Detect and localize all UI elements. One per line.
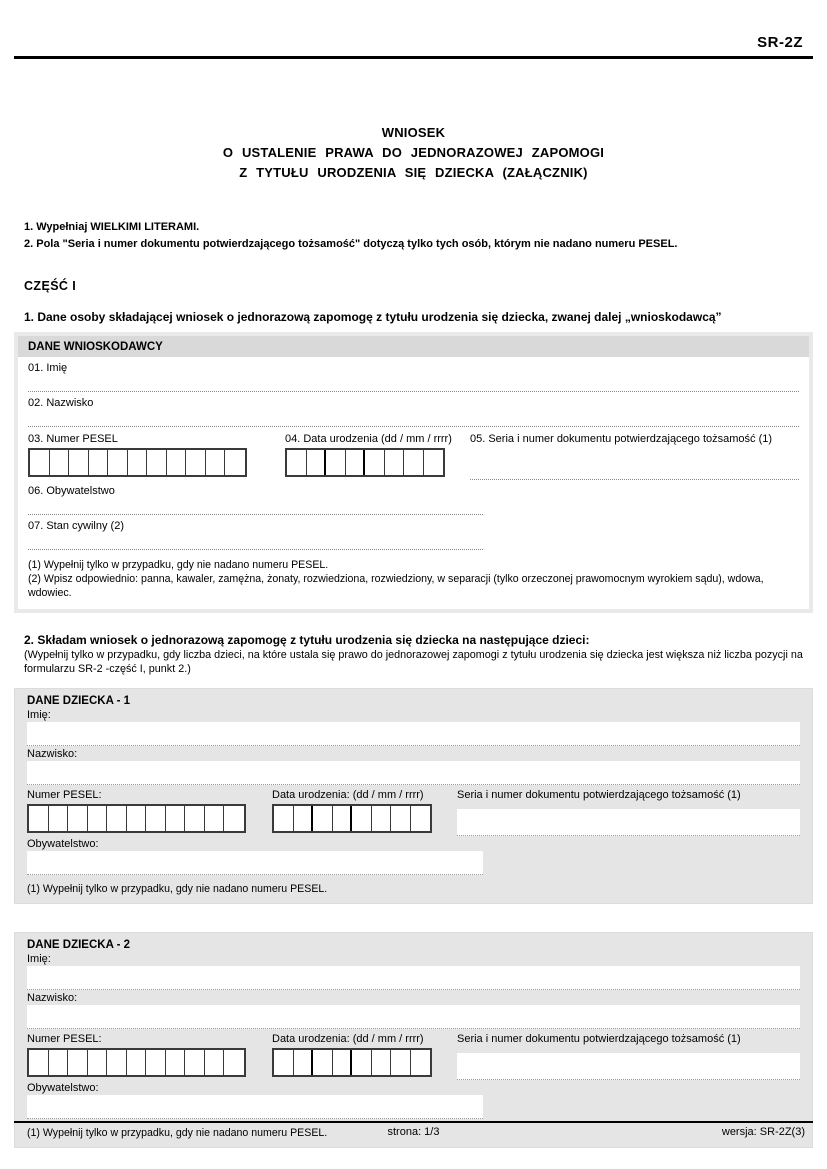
pesel-char-cell[interactable] [186, 450, 206, 475]
child-2-document-field [457, 1033, 800, 1080]
child-1-birthdate-label: Data urodzenia: (dd / mm / rrrr) [272, 789, 424, 801]
pesel-char-cell[interactable] [29, 806, 49, 831]
section2-heading: 2. Składam wniosek o jednorazową zapomogę z tytułu urodzenia się dziecka na następujące dzieci: [24, 633, 590, 647]
applicant-data-box [14, 332, 813, 613]
page-number: strona: 1/3 [387, 1126, 440, 1138]
child-1-box-title: DANE DZIECKA - 1 [27, 695, 131, 707]
date-char-cell[interactable] [313, 806, 333, 831]
child-1-birthdate-field [272, 789, 457, 836]
applicant-document-field [470, 433, 799, 480]
child-2-first-name-label: Imię: [27, 953, 51, 965]
date-char-cell[interactable] [326, 450, 346, 475]
child-2-last-name-input[interactable] [27, 1005, 800, 1029]
pesel-char-cell[interactable] [127, 1050, 147, 1075]
applicant-box-title: DANE WNIOSKODAWCY [18, 336, 809, 357]
pesel-char-cell[interactable] [205, 806, 225, 831]
pesel-char-cell[interactable] [88, 806, 108, 831]
pesel-char-cell[interactable] [50, 450, 70, 475]
header-rule [14, 56, 813, 59]
child-1-last-name-input[interactable] [27, 761, 800, 785]
pesel-char-cell[interactable] [206, 450, 226, 475]
child-1-data-box [14, 688, 813, 904]
pesel-char-cell[interactable] [225, 450, 245, 475]
pesel-char-cell[interactable] [146, 1050, 166, 1075]
pesel-char-cell[interactable] [29, 1050, 49, 1075]
pesel-char-cell[interactable] [68, 806, 88, 831]
child-1-id-row [27, 789, 800, 836]
child-2-box-title: DANE DZIECKA - 2 [27, 939, 131, 951]
applicant-citizenship-label: 06. Obywatelstwo [28, 485, 115, 497]
date-char-cell[interactable] [372, 1050, 392, 1075]
date-char-cell[interactable] [365, 450, 385, 475]
pesel-char-cell[interactable] [108, 450, 128, 475]
date-char-cell[interactable] [411, 1050, 431, 1075]
child-2-data-box [14, 932, 813, 1148]
date-char-cell[interactable] [287, 450, 307, 475]
child-1-document-label: Seria i numer dokumentu potwierdzającego tożsamość (1) [457, 789, 741, 801]
pesel-char-cell[interactable] [68, 1050, 88, 1075]
instruction-2: 2. Pola "Seria i numer dokumentu potwierdzającego tożsamość" dotyczą tylko tych osób, którym nie nadano numeru PESEL. [24, 238, 678, 250]
child-2-citizenship-input[interactable] [27, 1095, 483, 1119]
date-char-cell[interactable] [313, 1050, 333, 1075]
pesel-char-cell[interactable] [146, 806, 166, 831]
pesel-char-cell[interactable] [88, 1050, 108, 1075]
child-2-birthdate-label: Data urodzenia: (dd / mm / rrrr) [272, 1033, 424, 1045]
child-1-citizenship-input[interactable] [27, 851, 483, 875]
child-1-last-name-label: Nazwisko: [27, 748, 78, 760]
part-label: CZĘŚĆ I [24, 279, 77, 293]
date-char-cell[interactable] [333, 806, 353, 831]
pesel-char-cell[interactable] [128, 450, 148, 475]
date-char-cell[interactable] [411, 806, 431, 831]
form-version: wersja: SR-2Z(3) [721, 1126, 805, 1138]
applicant-citizenship-field[interactable] [18, 480, 809, 515]
date-char-cell[interactable] [404, 450, 424, 475]
section2-subheading: (Wypełnij tylko w przypadku, gdy liczba dzieci, na które ustala się prawo do jednorazowej zapomogi z tytułu urodzenia się dziecka jest większa niż liczba pozycji na formularzu SR-2 -część I, punkt 2.) [24, 649, 803, 675]
date-char-cell[interactable] [333, 1050, 353, 1075]
form-code-label: SR-2Z [757, 34, 803, 51]
footnote-1: (1) Wypełnij tylko w przypadku, gdy nie nadano numeru PESEL. [28, 559, 329, 571]
child-2-document-input[interactable] [457, 1053, 800, 1080]
date-char-cell[interactable] [391, 806, 411, 831]
pesel-char-cell[interactable] [89, 450, 109, 475]
footnote-2: (2) Wpisz odpowiednio: panna, kawaler, zamężna, żonaty, rozwiedziona, rozwiedziony, w separacji (tylko orzeczonej prawomocnym wyrokiem sądu), wdowa, wdowiec. [28, 573, 764, 599]
section1-heading: 1. Dane osoby składającej wniosek o jednorazową zapomogę z tytułu urodzenia się dziecka, zwanej dalej „wnioskodawcą” [24, 310, 722, 324]
pesel-char-cell[interactable] [69, 450, 89, 475]
pesel-char-cell[interactable] [30, 450, 50, 475]
child-1-first-name-input[interactable] [27, 722, 800, 746]
applicant-last-name-field[interactable] [18, 392, 809, 427]
date-char-cell[interactable] [294, 806, 314, 831]
pesel-char-cell[interactable] [49, 1050, 69, 1075]
pesel-char-cell[interactable] [185, 1050, 205, 1075]
pesel-char-cell[interactable] [166, 1050, 186, 1075]
section1-footnotes [18, 550, 809, 609]
pesel-char-cell[interactable] [205, 1050, 225, 1075]
pesel-char-cell[interactable] [166, 806, 186, 831]
date-char-cell[interactable] [274, 806, 294, 831]
applicant-first-name-field[interactable] [18, 357, 809, 392]
child-1-footnote: (1) Wypełnij tylko w przypadku, gdy nie nadano numeru PESEL. [27, 883, 328, 895]
child-1-birthdate-cells [272, 804, 432, 833]
child-2-last-name-label: Nazwisko: [27, 992, 78, 1004]
applicant-pesel-field [28, 433, 285, 480]
child-2-pesel-field [27, 1033, 272, 1080]
applicant-birthdate-label: 04. Data urodzenia (dd / mm / rrrr) [285, 433, 452, 445]
child-2-id-row [27, 1033, 800, 1080]
instruction-1: 1. Wypełniaj WIELKIMI LITERAMI. [24, 221, 200, 233]
child-2-document-label: Seria i numer dokumentu potwierdzającego tożsamość (1) [457, 1033, 741, 1045]
pesel-char-cell[interactable] [107, 806, 127, 831]
child-1-document-input[interactable] [457, 809, 800, 836]
pesel-char-cell[interactable] [224, 1050, 244, 1075]
applicant-marital-status-label: 07. Stan cywilny (2) [28, 520, 124, 532]
date-char-cell[interactable] [424, 450, 444, 475]
child-1-first-name-label: Imię: [27, 709, 51, 721]
applicant-document-label: 05. Seria i numer dokumentu potwierdzającego tożsamość (1) [470, 433, 773, 445]
form-title-line2: O USTALENIE PRAWA DO JEDNORAZOWEJ ZAPOMOGI [222, 145, 605, 160]
applicant-document-input[interactable] [470, 479, 799, 480]
pesel-char-cell[interactable] [224, 806, 244, 831]
applicant-id-row [18, 427, 809, 480]
child-2-footnote: (1) Wypełnij tylko w przypadku, gdy nie nadano numeru PESEL. [27, 1127, 328, 1139]
child-2-first-name-input[interactable] [27, 966, 800, 990]
pesel-char-cell[interactable] [107, 1050, 127, 1075]
date-char-cell[interactable] [372, 806, 392, 831]
applicant-birthdate-cells [285, 448, 445, 477]
date-char-cell[interactable] [346, 450, 366, 475]
date-char-cell[interactable] [274, 1050, 294, 1075]
applicant-marital-status-field[interactable] [18, 515, 809, 550]
child-2-birthdate-field [272, 1033, 457, 1080]
child-2-citizenship-label: Obywatelstwo: [27, 1082, 99, 1094]
pesel-char-cell[interactable] [49, 806, 69, 831]
form-title-line1: WNIOSEK [381, 125, 446, 140]
date-char-cell[interactable] [352, 1050, 372, 1075]
pesel-char-cell[interactable] [127, 806, 147, 831]
applicant-last-name-label: 02. Nazwisko [28, 397, 94, 409]
pesel-char-cell[interactable] [147, 450, 167, 475]
page-footer [14, 1121, 813, 1138]
applicant-birthdate-field [285, 433, 470, 480]
child-2-pesel-label: Numer PESEL: [27, 1033, 102, 1045]
date-char-cell[interactable] [307, 450, 327, 475]
child-1-pesel-label: Numer PESEL: [27, 789, 102, 801]
applicant-pesel-cells [28, 448, 247, 477]
child-1-citizenship-label: Obywatelstwo: [27, 838, 99, 850]
form-title-line3: Z TYTUŁU URODZENIA SIĘ DZIECKA (ZAŁĄCZNIK) [239, 165, 588, 180]
applicant-pesel-label: 03. Numer PESEL [28, 433, 118, 445]
child-1-document-field [457, 789, 800, 836]
child-1-pesel-cells [27, 804, 246, 833]
pesel-char-cell[interactable] [185, 806, 205, 831]
form-title [0, 123, 827, 183]
applicant-first-name-label: 01. Imię [28, 362, 68, 374]
pesel-char-cell[interactable] [167, 450, 187, 475]
child-2-pesel-cells [27, 1048, 246, 1077]
child-2-birthdate-cells [272, 1048, 432, 1077]
date-char-cell[interactable] [391, 1050, 411, 1075]
child-1-pesel-field [27, 789, 272, 836]
fill-instructions [24, 219, 803, 253]
date-char-cell[interactable] [352, 806, 372, 831]
date-char-cell[interactable] [385, 450, 405, 475]
date-char-cell[interactable] [294, 1050, 314, 1075]
